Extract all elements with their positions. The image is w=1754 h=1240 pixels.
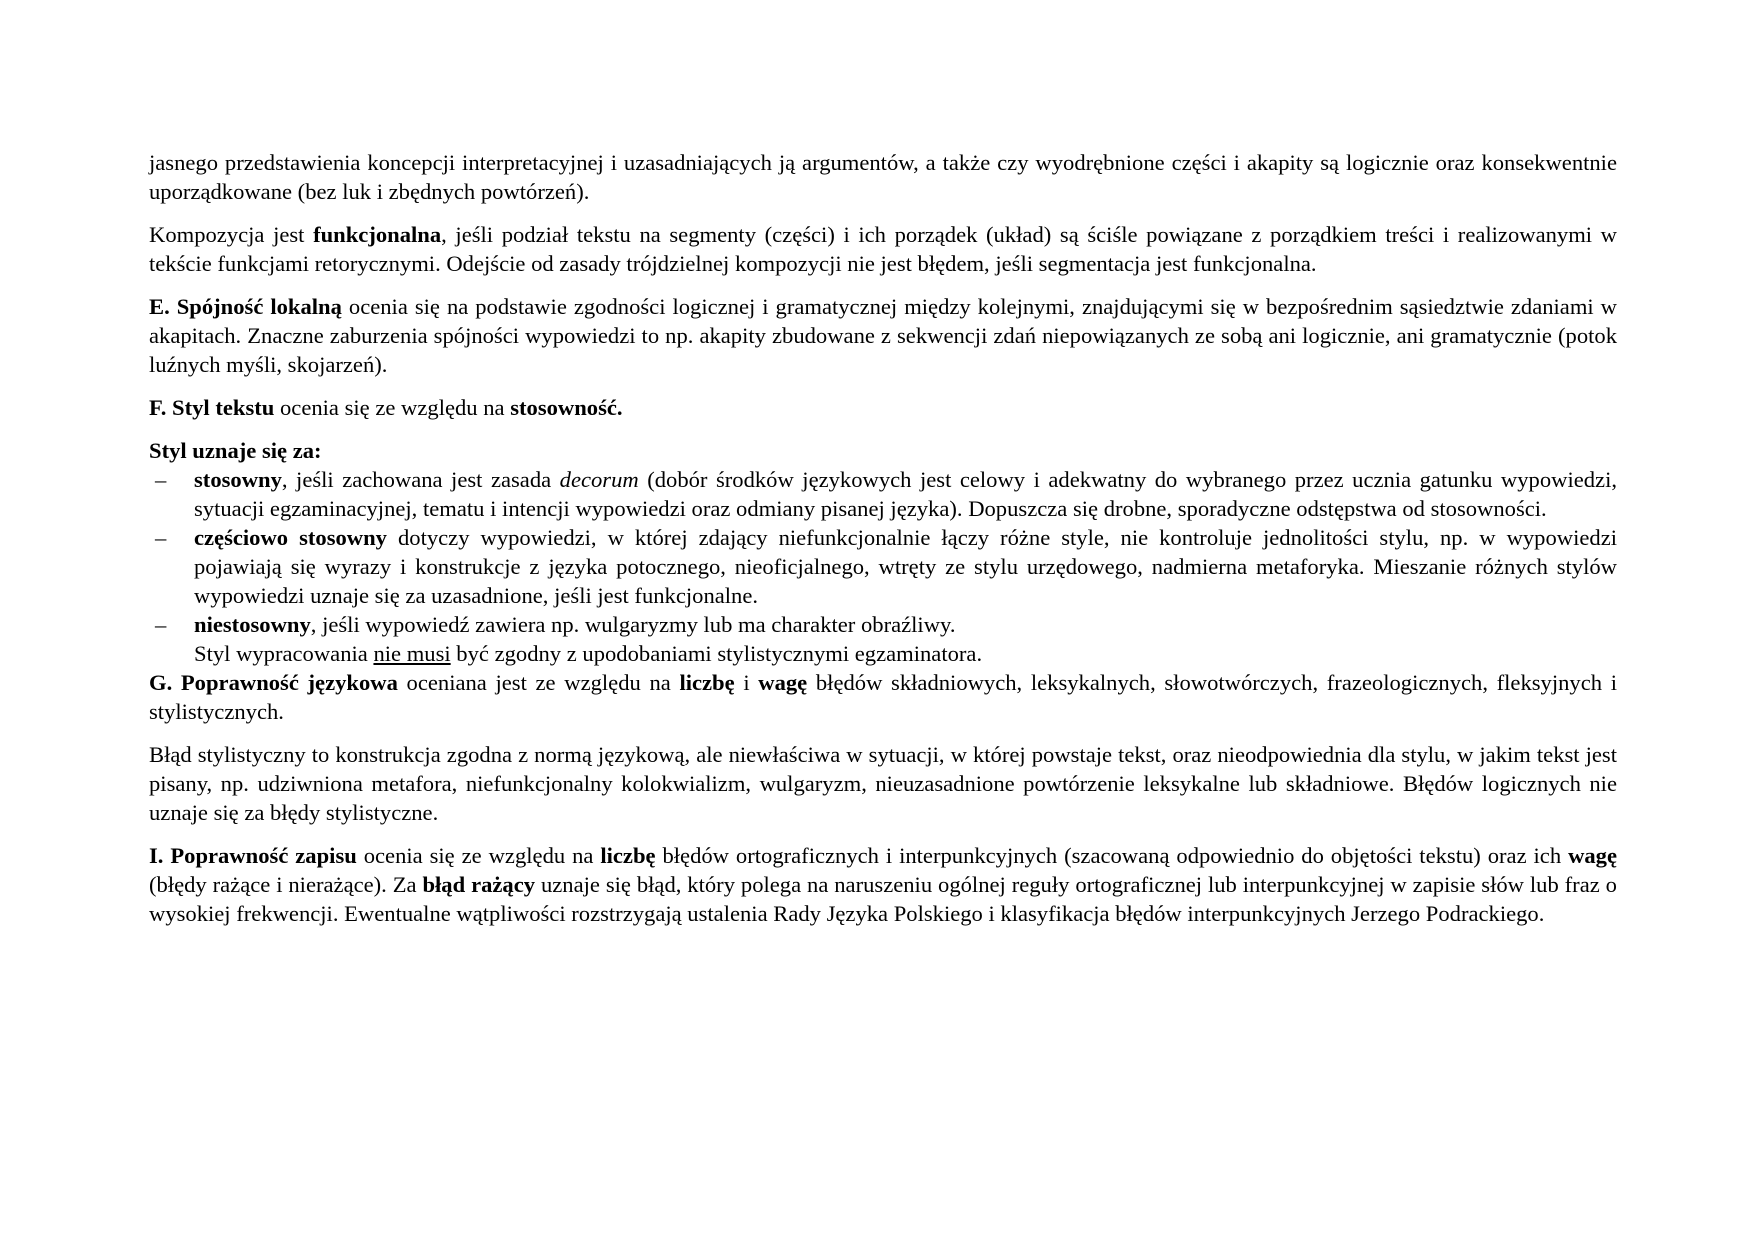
dash-bullet: – xyxy=(155,467,167,492)
term-decorum: decorum xyxy=(559,467,639,492)
list-item-niestosowny: – niestosowny, jeśli wypowiedź zawiera np. wulgaryzmy lub ma charakter obraźliwy. xyxy=(155,612,956,637)
term-funkcjonalna: funkcjonalna xyxy=(313,222,442,247)
paragraph-stylistic-error: Błąd stylistyczny to konstrukcja zgodna z normą językową, ale niewłaściwa w sytuacji, w której powstaje tekst, oraz nieodpowiednia dla stylu, w jakim tekst jest pisany, np. udziwniona metafora, niefunkcjonalny kolokwializm, wulgaryzm, nieuzasadnione powtórzenie leksykalne lub składniowe. Błędów logicznych nie uznaje się za błędy stylistyczne. xyxy=(149,742,1617,825)
paragraph-text-style: F. Styl tekstu ocenia się ze względu na stosowność. xyxy=(149,395,623,420)
paragraph-style-note: Styl wypracowania nie musi być zgodny z upodobaniami stylistycznymi egzaminatora. xyxy=(194,641,983,666)
heading-g-language-correctness: G. Poprawność językowa xyxy=(149,670,398,695)
document-body xyxy=(149,148,1617,928)
underlined-nie-musi: nie musi xyxy=(373,641,451,666)
style-criteria-list xyxy=(149,465,1617,639)
dash-bullet: – xyxy=(155,525,167,550)
heading-i-spelling-correctness: I. Poprawność zapisu xyxy=(149,843,357,868)
heading-e-local-coherence: E. Spójność lokalną xyxy=(149,294,342,319)
paragraph-composition-intro: jasnego przedstawienia koncepcji interpretacyjnej i uzasadniających ją argumentów, a także czy wyodrębnione części i akapity są logicznie oraz konsekwentnie uporządkowane (bez luk i zbędnych powtórzeń). xyxy=(149,150,1617,204)
paragraph-spelling-correctness: I. Poprawność zapisu ocenia się ze względu na liczbę błędów ortograficznych i interpunkcyjnych (szacowaną odpowiednio do objętości tekstu) oraz ich wagę (błędy rażące i nierażące). Za błąd rażący uznaje się błąd, który polega na naruszeniu ogólnej reguły ortograficznej lub interpunkcyjnej w zapisie słów lub fraz o wysokiej frekwencji. Ewentualne wątpliwości rozstrzygają ustalenia Rady Języka Polskiego i klasyfikacja błędów interpunkcyjnych Jerzego Podrackiego. xyxy=(149,843,1618,926)
paragraph-local-coherence: E. Spójność lokalną ocenia się na podstawie zgodności logicznej i gramatycznej między kolejnymi, znajdującymi się w bezpośrednim sąsiedztwie zdaniami w akapitach. Znaczne zaburzenia spójności wypowiedzi to np. akapity zbudowane z sekwencji zdań niepowiązanych ze sobą ani logicznie, ani gramatycznie (potok luźnych myśli, skojarzeń). xyxy=(149,294,1617,377)
paragraph-functional-composition: Kompozycja jest funkcjonalna, jeśli podział tekstu na segmenty (części) i ich porządek (układ) są ściśle powiązane z porządkiem treści i realizowanymi w tekście funkcjami retorycznymi. Odejście od zasady trójdzielnej kompozycji nie jest błędem, jeśli segmentacja jest funkcjonalna. xyxy=(149,222,1617,276)
term-blad-razacy: błąd rażący xyxy=(422,872,536,897)
term-stosownosc: stosowność. xyxy=(510,395,623,420)
list-item-stosowny: – stosowny, jeśli zachowana jest zasada decorum (dobór środków językowych jest celowy i adekwatny do wybranego przez ucznia gatunku wypowiedzi, sytuacji egzaminacyjnej, tematu i intencji wypowiedzi oraz odmiany pisanej języka). Dopuszcza się drobne, sporadyczne odstępstwa od stosowności. xyxy=(155,467,1617,521)
dash-bullet: – xyxy=(155,612,167,637)
list-item-czesciowo-stosowny: – częściowo stosowny dotyczy wypowiedzi, w której zdający niefunkcjonalnie łączy różne style, nie kontroluje jednolitości stylu, np. w wypowiedzi pojawiają się wyrazy i konstrukcje z języka potocznego, nieoficjalnego, wtręty ze stylu urzędowego, nadmierna metaforyka. Mieszanie różnych stylów wypowiedzi uznaje się za uzasadnione, jeśli jest funkcjonalne. xyxy=(155,525,1617,608)
paragraph-language-correctness: G. Poprawność językowa oceniana jest ze względu na liczbę i wagę błędów składniowych, leksykalnych, słowotwórczych, frazeologicznych, fleksyjnych i stylistycznych. xyxy=(149,670,1617,724)
heading-f-text-style: F. Styl tekstu xyxy=(149,395,275,420)
subheading-style-criteria: Styl uznaje się za: xyxy=(149,438,322,463)
